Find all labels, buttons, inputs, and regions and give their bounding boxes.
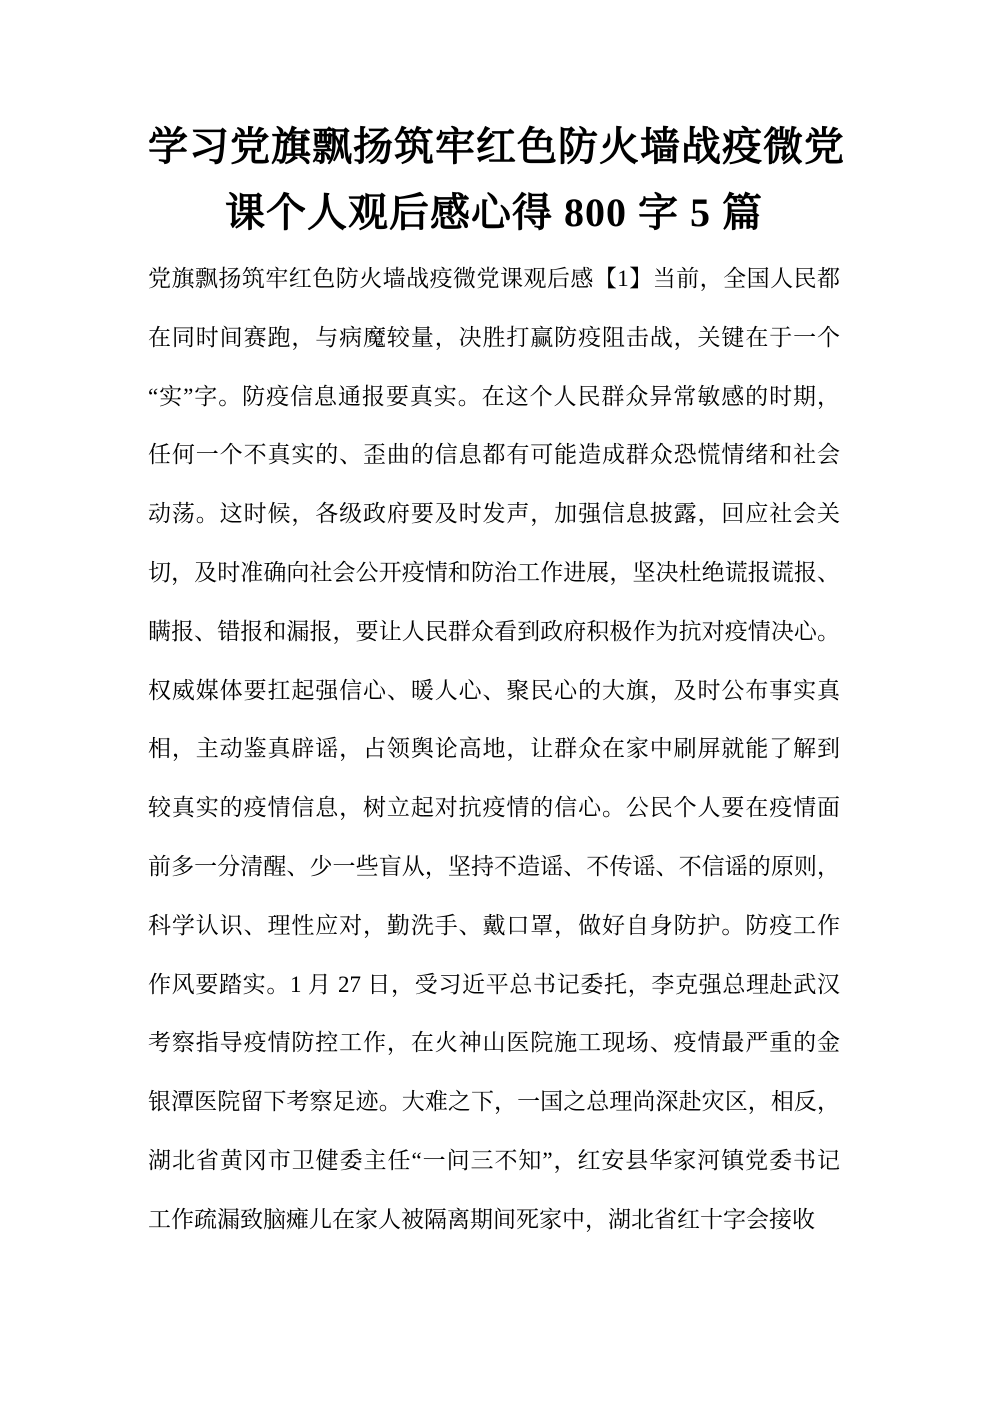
title-line: 学习党旗飘扬筑牢红色防火墙战疫微党 [148,124,845,169]
paragraph-line: 湖北省黄冈市卫健委主任“一问三不知”，红安县华家河镇党委书记 [148,1147,840,1173]
paragraph-line: 科学认识、理性应对，勤洗手、戴口罩，做好自身防护。防疫工作 [148,912,840,938]
body-paragraph [148,250,840,1250]
paragraph-line: “实”字。防疫信息通报要真实。在这个人民群众异常敏感的时期， [148,383,840,409]
paragraph-line: 在同时间赛跑，与病魔较量，决胜打赢防疫阻击战，关键在于一个 [148,324,840,350]
paragraph-line: 前多一分清醒、少一些盲从，坚持不造谣、不传谣、不信谣的原则， [148,853,840,879]
paragraph-line: 切，及时准确向社会公开疫情和防治工作进展，坚决杜绝谎报谎报、 [148,559,840,585]
paragraph-line: 作风要踏实。1 月 27 日，受习近平总书记委托，李克强总理赴武汉 [148,971,840,997]
paragraph-line: 权威媒体要扛起强信心、暖人心、聚民心的大旗，及时公布事实真 [148,677,840,703]
paragraph-line: 考察指导疫情防控工作，在火神山医院施工现场、疫情最严重的金 [148,1030,840,1056]
paragraph-line: 工作疏漏致脑瘫儿在家人被隔离期间死家中，湖北省红十字会接收 [148,1206,815,1232]
paragraph-line: 任何一个不真实的、歪曲的信息都有可能造成群众恐慌情绪和社会 [148,442,840,468]
paragraph-line: 党旗飘扬筑牢红色防火墙战疫微党课观后感【1】当前，全国人民都 [148,266,840,291]
paragraph-line: 银潭医院留下考察足迹。大难之下，一国之总理尚深赴灾区，相反， [148,1089,840,1115]
paragraph-line: 相，主动鉴真辟谣，占领舆论高地，让群众在家中刷屏就能了解到 [148,736,840,762]
paragraph-line: 瞒报、错报和漏报，要让人民群众看到政府积极作为抗对疫情决心。 [148,618,840,644]
paragraph-line: 较真实的疫情信息，树立起对抗疫情的信心。公民个人要在疫情面 [148,795,840,821]
page-title [148,114,845,246]
paragraph-line: 动荡。这时候，各级政府要及时发声，加强信息披露，回应社会关 [148,501,840,527]
title-line: 课个人观后感心得 800 字 5 篇 [225,190,763,235]
